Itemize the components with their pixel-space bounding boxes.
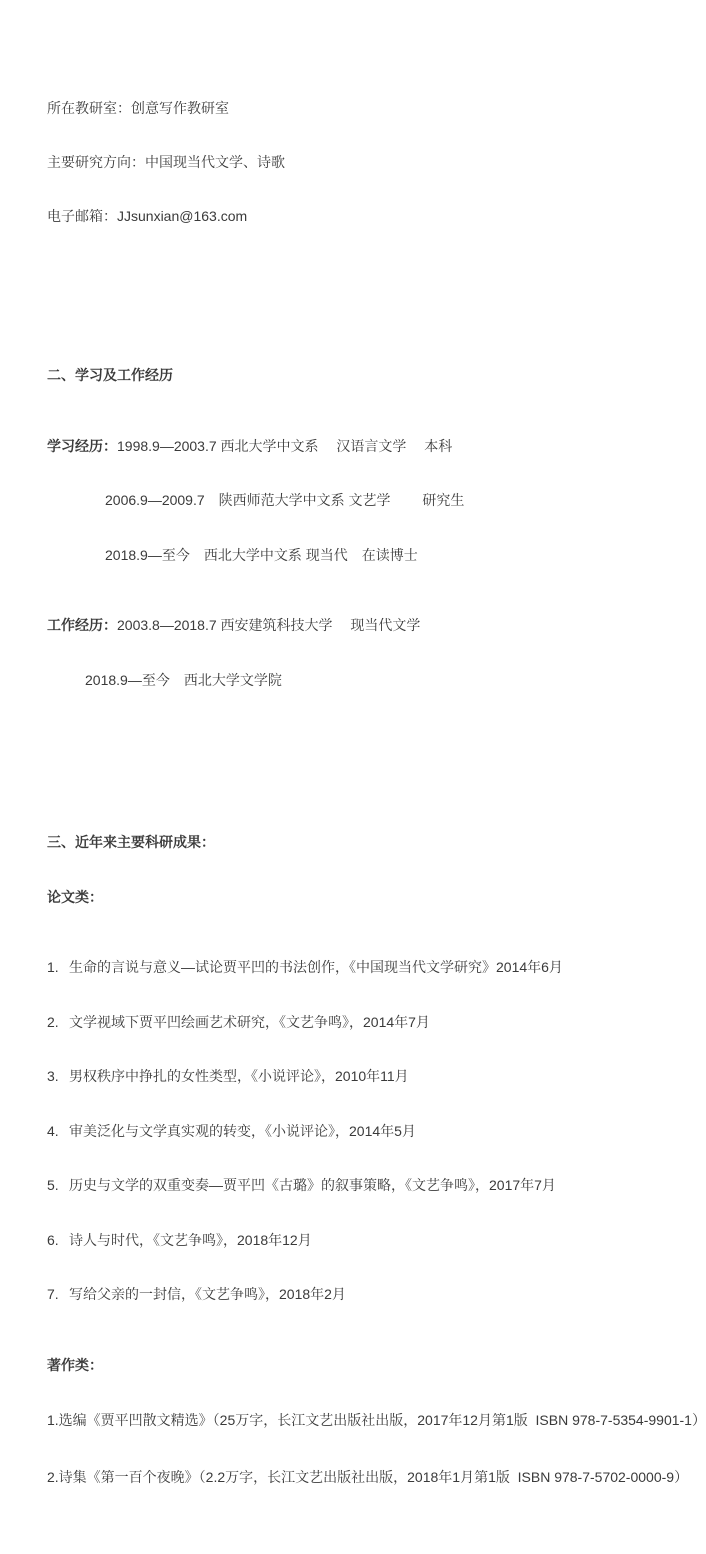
paper-number: 1. — [47, 959, 59, 975]
section-experience — [47, 323, 690, 723]
papers-label: 论文类： — [47, 888, 103, 905]
education-label: 学习经历： — [47, 437, 117, 454]
research-direction-line: 主要研究方向：中国现当代文学、诗歌 — [47, 154, 285, 170]
education-row-1: 2006.9—2009.7 陕西师范大学中文系 文艺学 研究生 — [105, 492, 465, 508]
education-row-2: 2018.9—至今 西北大学中文系 现当代 在读博士 — [105, 546, 418, 563]
work-label: 工作经历： — [47, 617, 117, 633]
paper-number: 4. — [47, 1122, 59, 1139]
paper-text: 历史与文学的双重变奏—贾平凹《古璐》的叙事策略，《文艺争鸣》，2017年7月 — [69, 1177, 556, 1193]
education-first-line — [47, 435, 690, 458]
teaching-office-line: 所在教研室：创意写作教研室 — [47, 100, 229, 116]
paper-text: 生命的言说与意义—试论贾平凹的书法创作，《中国现当代文学研究》2014年6月 — [69, 959, 563, 975]
book-item: 1.选编《贾平凹散文精选》（25万字，长江文艺出版社出版，2017年12月第1版 ISBN 978-7-5354-9901-1） — [47, 1412, 706, 1428]
paper-item — [47, 956, 690, 979]
book-item: 2.诗集《第一百个夜晚》（2.2万字，长江文艺出版社出版，2018年1月第1版 ISBN 978-7-5702-0000-9） — [47, 1469, 689, 1485]
paper-item — [47, 1011, 690, 1034]
work-first-line — [47, 614, 690, 637]
paper-text: 男权秩序中挣扎的女性类型，《小说评论》，2010年11月 — [69, 1068, 409, 1084]
paper-number: 7. — [47, 1286, 59, 1302]
paper-item — [47, 1120, 690, 1143]
contact-block — [47, 65, 690, 259]
work-row-0: 2003.8—2018.7 西安建筑科技大学 现当代文学 — [117, 617, 421, 633]
paper-text: 审美泛化与文学真实观的转变，《小说评论》，2014年5月 — [69, 1122, 416, 1139]
books-label: 著作类： — [47, 1356, 103, 1373]
paper-number: 6. — [47, 1231, 59, 1248]
paper-item — [47, 1065, 690, 1088]
paper-number: 2. — [47, 1013, 59, 1030]
work-row-1: 2018.9—至今 西北大学文学院 — [85, 671, 282, 688]
section-research-heading: 三、近年来主要科研成果： — [47, 834, 215, 850]
paper-item — [47, 1229, 690, 1252]
paper-text: 文学视域下贾平凹绘画艺术研究，《文艺争鸣》，2014年7月 — [69, 1013, 430, 1030]
paper-item — [47, 1174, 690, 1197]
paper-number: 3. — [47, 1068, 59, 1084]
paper-item — [47, 1283, 690, 1306]
education-row-0: 1998.9—2003.7 西北大学中文系 汉语言文学 本科 — [117, 437, 453, 454]
paper-text: 诗人与时代，《文艺争鸣》，2018年12月 — [69, 1231, 312, 1248]
paper-text: 写给父亲的一封信，《文艺争鸣》，2018年2月 — [69, 1286, 346, 1302]
paper-number: 5. — [47, 1177, 59, 1193]
section-experience-heading: 二、学习及工作经历 — [47, 367, 173, 383]
email-line: 电子邮箱：JJsunxian@163.com — [47, 208, 248, 224]
section-research — [47, 787, 706, 1522]
